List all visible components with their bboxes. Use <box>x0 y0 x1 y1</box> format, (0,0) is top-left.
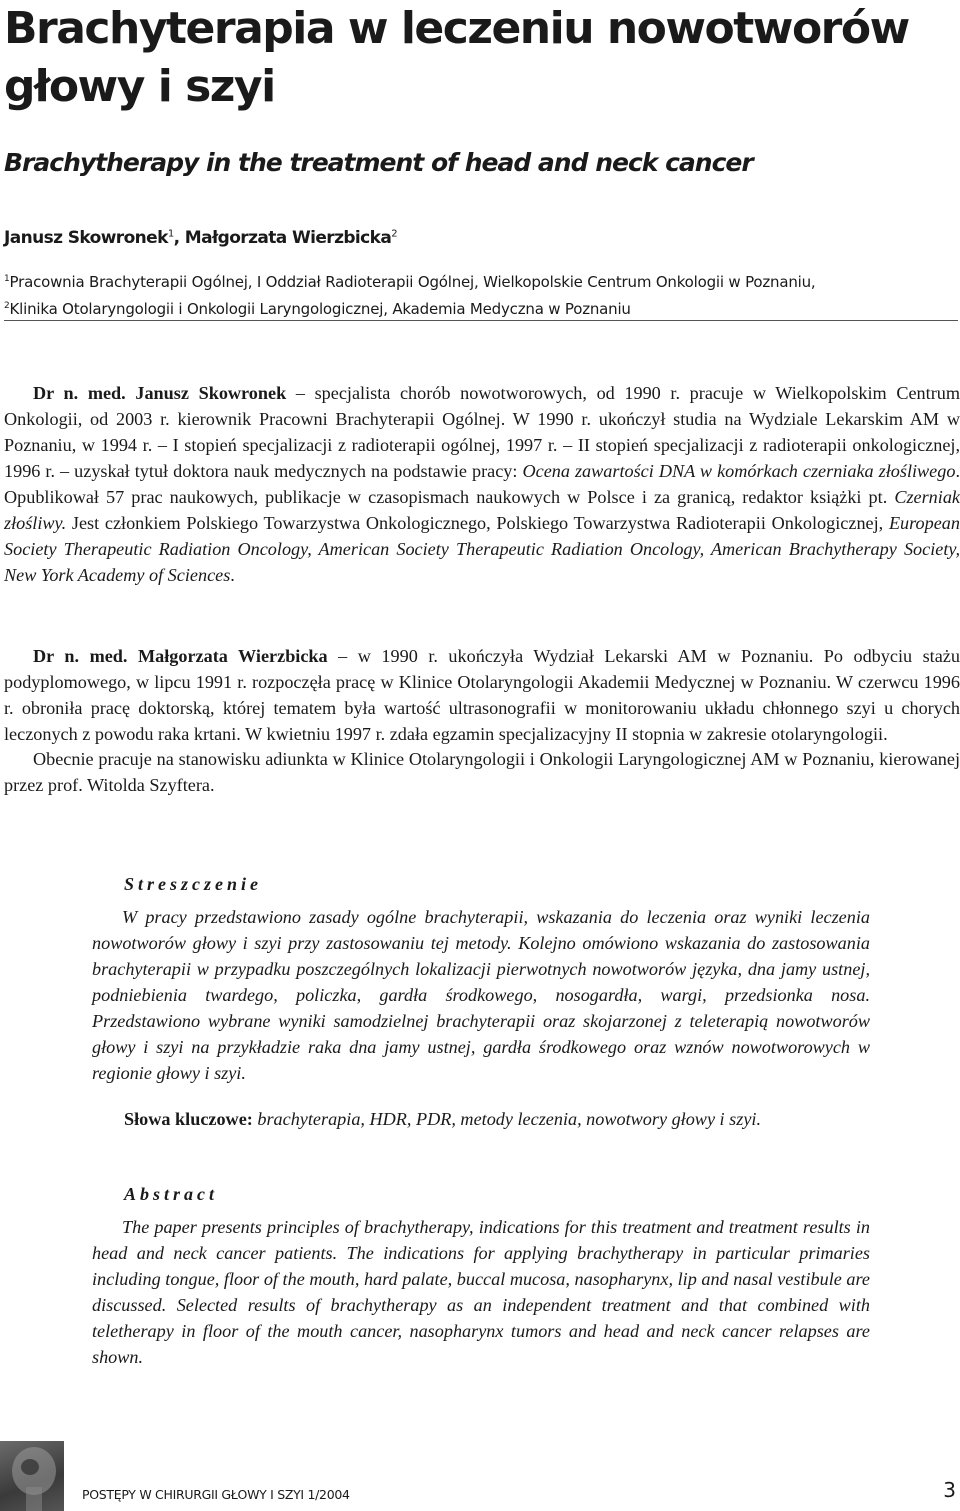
streszczenie-text <box>92 904 870 1086</box>
bio-text: – w 1990 r. ukończyła Wydział Lekarski AM w Poznaniu. Po odbyciu stażu podyplomowego, w lipcu 1991 r. rozpoczęła pracę w Klinice Otolaryngologii Akademii Medycznej w Poznaniu. W czerwcu 1996 r. obroniła pracę doktorską, której tematem była wartość ultrasonografii w monitorowaniu układu chłonnego szyi u chorych leczonych z powodu raka krtani. W kwietniu 1997 r. zdała egzamin specjalizacyjny II stopnia w zakresie otolaryngologii. <box>4 646 960 744</box>
affiliation-marker: 2 <box>4 301 10 311</box>
keywords-list: brachyterapia, HDR, PDR, metody leczenia, nowotwory głowy i szyi. <box>252 1109 761 1129</box>
author-list <box>4 228 397 248</box>
bio-text: . <box>230 565 235 585</box>
journal-footer: POSTĘPY W CHIRURGII GŁOWY I SZYI 1/2004 <box>82 1487 350 1502</box>
keywords <box>124 1109 761 1130</box>
page-number: 3 <box>943 1478 956 1502</box>
abstract-heading: Abstract <box>124 1184 219 1204</box>
abstract-body: The paper presents principles of brachytherapy, indications for this treatment and treatment results in head and neck cancer patients. The indications for applying brachytherapy in particular primaries including tongue, floor of the mouth, hard palate, buccal mucosa, nasopharynx, lip and nasal vestibule are discussed. Selected results of brachytherapy as an independent treatment and that combined with teletherapy in floor of the mouth cancer, nasopharynx tumors and head and neck cancer relapses are shown. <box>92 1217 870 1367</box>
author-separator: , <box>173 228 185 248</box>
bio-text: . Opublikował 57 prac naukowych, publikacje w czasopismach naukowych w Polsce i za granicą, redaktor książki pt. <box>4 461 960 507</box>
affiliation-line <box>4 267 954 294</box>
skull-xray-icon <box>0 1441 64 1511</box>
affiliation-text: Klinika Otolaryngologii i Onkologii Laryngologicznej, Akademia Medyczna w Poznaniu <box>9 300 631 318</box>
author-bio-wierzbicka-cont <box>4 746 960 798</box>
article-title: Brachyterapia w leczeniu nowotworów głowy i szyi <box>4 3 909 112</box>
affiliation-line <box>4 294 954 321</box>
abstract-text <box>92 1214 870 1370</box>
bio-text: – specjalista chorób nowotworowych, od 1990 r. pracuje w Wielkopolskim Centrum Onkologii, od 2003 r. kierownik Pracowni Brachyterapii Ogólnej. W 1990 r. ukończył studia na Wydziale Lekarskim AM w Poznaniu, w 1994 r. – I stopień specjalizacji z radioterapii ogólnej, 1997 r. – II stopień specjalizacji z radioterapii onkologicznej, 1996 r. – uzyskał tytuł doktora nauk medycznych na podstawie pracy: <box>4 383 960 481</box>
affiliation-marker: 1 <box>167 228 174 240</box>
author-bio-skowronek <box>4 380 960 588</box>
affiliations <box>4 267 954 321</box>
bio-name: Dr n. med. Małgorzata Wierzbicka <box>33 646 328 666</box>
affiliation-marker: 2 <box>391 228 397 240</box>
bio-text: Jest członkiem Polskiego Towarzystwa Onkologicznego, Polskiego Towarzystwa Radioterapii Onkologicznej, <box>66 513 889 533</box>
streszczenie-heading: Streszczenie <box>124 874 262 894</box>
thesis-title: Ocena zawartości DNA w komórkach czerniaka złośliwego <box>522 461 956 481</box>
society-list: European Society Therapeutic Radiation Oncology, American Society Therapeutic Radiation Oncology, American Brachytherapy Society, New York Academy of Sciences <box>4 513 960 585</box>
streszczenie-body: W pracy przedstawiono zasady ogólne brachyterapii, wskazania do leczenia oraz wyniki leczenia nowotworów głowy i szyi przy zastosowaniu tej metody. Kolejno omówiono wskazania do zastosowania brachyterapii w przypadku poszczególnych lokalizacji pierwotnych nowotworów języka, dna jamy ustnej, podniebienia twardego, policzka, gardła środkowego, nosogardła, wargi, przedsionka nosa. Przedstawiono wybrane wyniki samodzielnej brachyterapii oraz skojarzonej z teleterapią nowotworów głowy i szyi na przykładzie raka dna jamy ustnej, gardła środkowego oraz wznów nowotworowych w regionie głowy i szyi. <box>92 907 870 1083</box>
keywords-label: Słowa kluczowe: <box>124 1109 253 1129</box>
affiliation-marker: 1 <box>4 274 10 284</box>
header-divider <box>4 320 958 321</box>
bio-name: Dr n. med. Janusz Skowronek <box>33 383 287 403</box>
article-title-english: Brachytherapy in the treatment of head and neck cancer <box>4 148 753 177</box>
book-title: Czerniak złośliwy. <box>4 487 960 533</box>
journal-logo-image <box>0 1441 64 1511</box>
author-name: Małgorzata Wierzbicka <box>184 228 392 248</box>
affiliation-text: Pracownia Brachyterapii Ogólnej, I Oddział Radioterapii Ogólnej, Wielkopolskie Centrum Onkologii w Poznaniu, <box>9 273 816 291</box>
bio-text: Obecnie pracuje na stanowisku adiunkta w Klinice Otolaryngologii i Onkologii Laryngologicznej AM w Poznaniu, kierowanej przez prof. Witolda Szyftera. <box>4 749 960 795</box>
author-name: Janusz Skowronek <box>4 228 168 248</box>
author-bio-wierzbicka <box>4 643 960 747</box>
